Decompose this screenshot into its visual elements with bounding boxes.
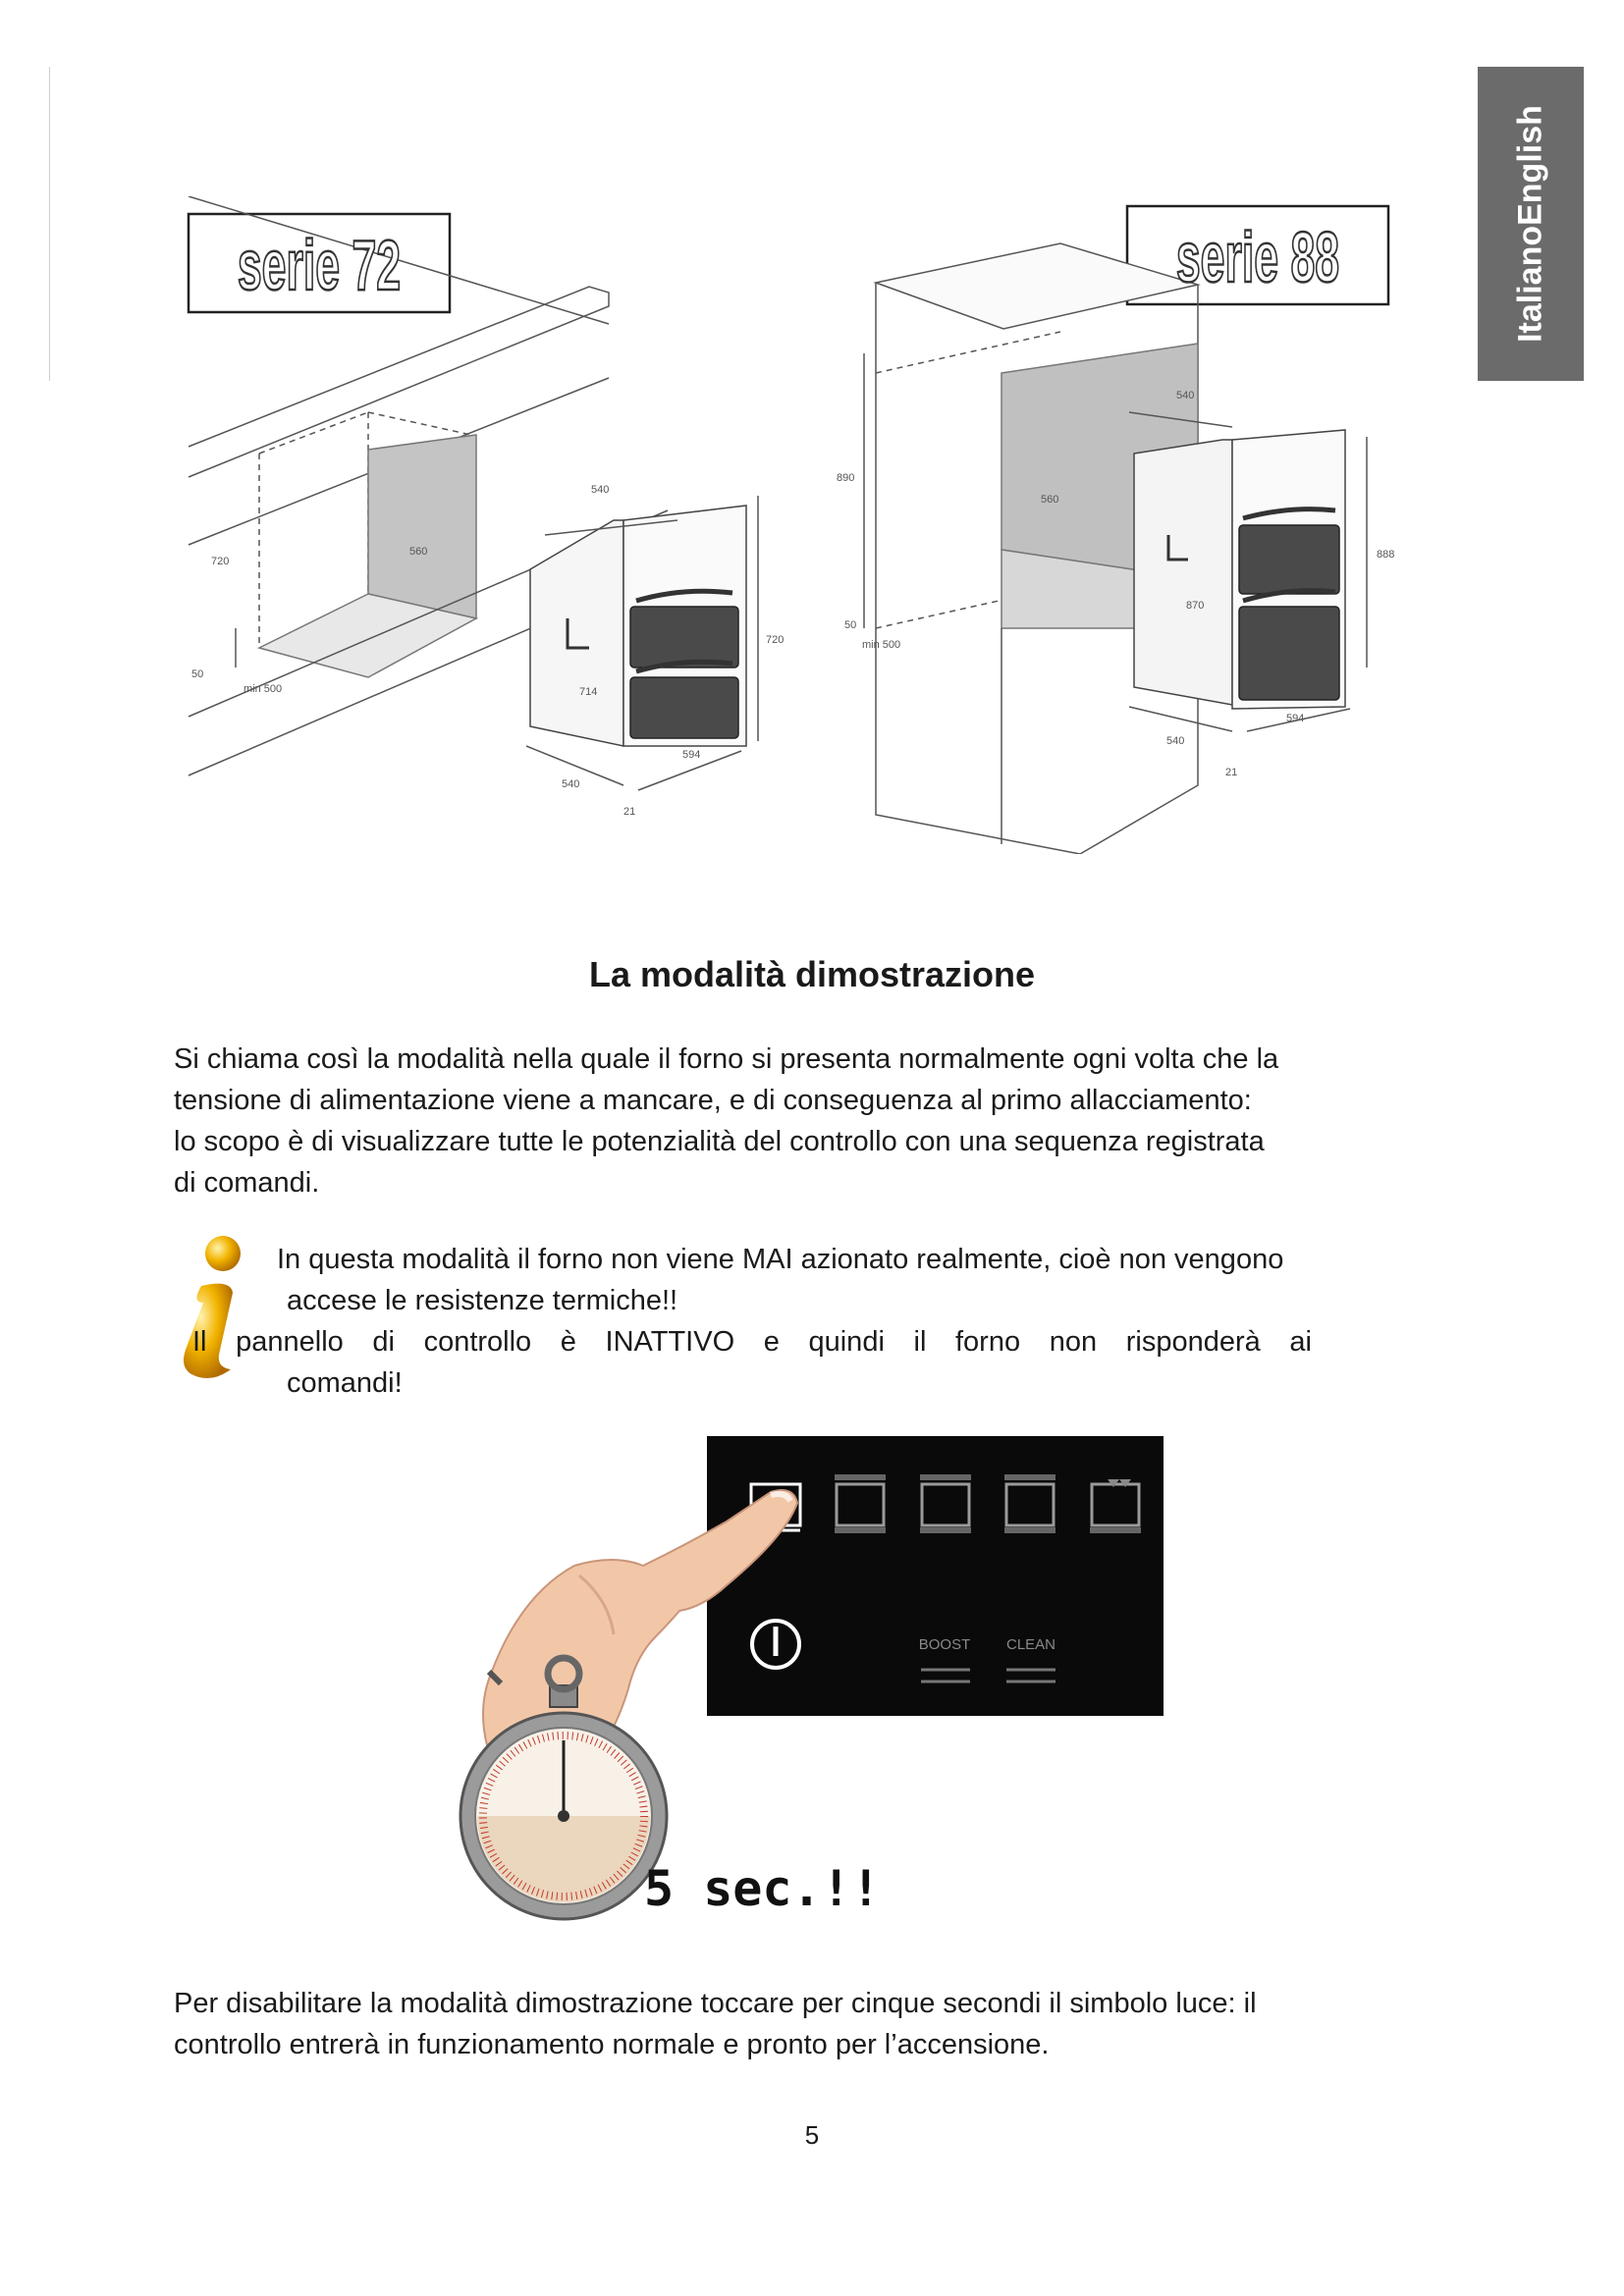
dim-label: 21 bbox=[1225, 767, 1238, 778]
dim-label: min 500 bbox=[862, 639, 901, 651]
dim-label: 888 bbox=[1377, 549, 1395, 561]
note-word: pannello bbox=[236, 1326, 344, 1358]
serie-88-badge: serie 88 bbox=[1175, 218, 1340, 297]
note-word: di bbox=[372, 1326, 395, 1358]
dim-label: 50 bbox=[844, 619, 857, 631]
note-line-justified bbox=[192, 1321, 1312, 1362]
dim-label: 540 bbox=[1166, 735, 1185, 747]
note-word: controllo bbox=[423, 1326, 532, 1358]
page-number: 5 bbox=[804, 2120, 820, 2150]
dim-label: 540 bbox=[562, 778, 580, 790]
dim-label: 560 bbox=[409, 546, 428, 558]
dim-label: 594 bbox=[1286, 713, 1305, 724]
note-word: risponderà bbox=[1125, 1326, 1261, 1358]
intro-paragraph bbox=[174, 1039, 1470, 1203]
dim-label: 21 bbox=[623, 806, 636, 818]
dim-label: 870 bbox=[1186, 600, 1205, 612]
dim-label: min 500 bbox=[244, 683, 283, 695]
boost-label: BOOST bbox=[918, 1636, 971, 1653]
language-tab-label: ItalianoEnglish bbox=[1511, 105, 1549, 343]
installation-diagram bbox=[177, 196, 1443, 854]
section-title: La modalità dimostrazione bbox=[588, 954, 1036, 994]
dim-label: 540 bbox=[591, 484, 610, 496]
note-word: il bbox=[913, 1326, 927, 1358]
dim-label: 50 bbox=[191, 668, 204, 680]
dim-label: 540 bbox=[1176, 390, 1195, 401]
outro-line: controllo entrerà in funzionamento normale e pronto per l’accensione. bbox=[174, 2029, 1050, 2060]
margin-rule bbox=[49, 67, 50, 381]
note-word: e bbox=[763, 1326, 780, 1358]
note-word: non bbox=[1049, 1326, 1098, 1358]
intro-line: tensione di alimentazione viene a mancare, e di conseguenza al primo allacciamento: bbox=[174, 1085, 1252, 1116]
note-word: Il bbox=[192, 1326, 207, 1358]
dim-label: 714 bbox=[579, 686, 598, 698]
intro-line: di comandi. bbox=[174, 1167, 320, 1199]
outro-line: Per disabilitare la modalità dimostrazione toccare per cinque secondi il simbolo luce: il bbox=[174, 1988, 1257, 2019]
note-word: forno bbox=[955, 1326, 1021, 1358]
dim-label: 720 bbox=[211, 556, 230, 567]
dim-label: 720 bbox=[766, 634, 785, 646]
intro-line: lo scopo è di visualizzare tutte le potenzialità del controllo con una sequenza registrata bbox=[174, 1126, 1265, 1157]
dim-label: 594 bbox=[682, 749, 701, 761]
note-word: INATTIVO bbox=[605, 1326, 735, 1358]
outro-paragraph bbox=[174, 1983, 1470, 2065]
dim-label: 560 bbox=[1041, 494, 1059, 506]
intro-line: Si chiama così la modalità nella quale il forno si presenta normalmente ogni volta che la bbox=[174, 1043, 1279, 1075]
note-word: è bbox=[560, 1326, 576, 1358]
timer-caption: 5 sec.!! bbox=[644, 1860, 881, 1917]
info-icon bbox=[172, 1232, 260, 1389]
note-line: In questa modalità il forno non viene MAI azionato realmente, cioè non vengono bbox=[277, 1244, 1284, 1275]
note-line: accese le resistenze termiche!! bbox=[287, 1285, 678, 1316]
note-word: quindi bbox=[808, 1326, 885, 1358]
note-line: comandi! bbox=[287, 1367, 403, 1399]
cavity-back-72 bbox=[368, 435, 476, 618]
note-word: ai bbox=[1289, 1326, 1312, 1358]
dim-label: 890 bbox=[837, 472, 855, 484]
serie-72-badge: serie 72 bbox=[237, 226, 402, 305]
clean-label: CLEAN bbox=[1005, 1636, 1056, 1653]
language-tab bbox=[1478, 67, 1584, 381]
